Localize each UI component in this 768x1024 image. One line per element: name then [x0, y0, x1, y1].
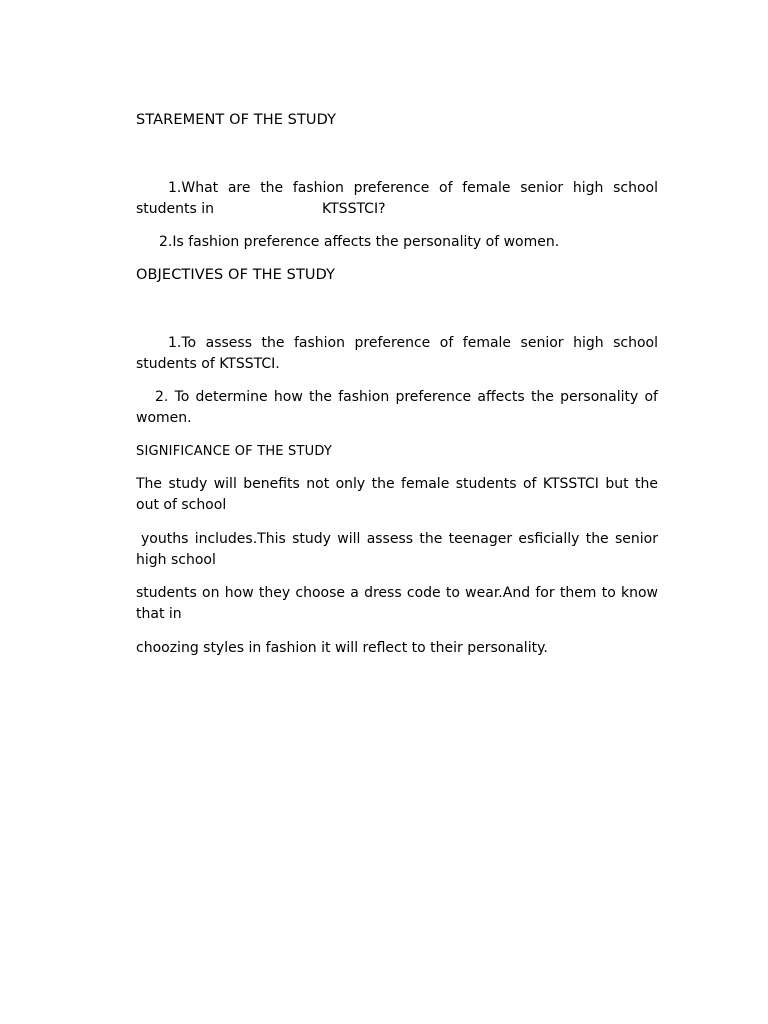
statement-heading: STAREMENT OF THE STUDY: [136, 112, 337, 128]
significance-paragraph-1: The study will benefits not only the female students of KTSSTCI but the out of school: [136, 476, 658, 513]
objective-2: 2. To determine how the fashion preference affects the personality of women.: [136, 389, 658, 426]
significance-paragraph-2: youths includes.This study will assess the teenager esficially the senior high school: [136, 531, 658, 568]
significance-paragraph-3: students on how they choose a dress code to wear.And for them to know that in: [136, 585, 658, 622]
statement-question-2: 2.Is fashion preference affects the personality of women.: [159, 234, 560, 250]
significance-paragraph-4: choozing styles in fashion it will reflect to their personality.: [136, 640, 548, 656]
objective-1: 1.To assess the fashion preference of female senior high school students of KTSSTCI.: [136, 335, 658, 372]
statement-question-1: [136, 178, 658, 220]
significance-heading: SIGNIFICANCE OF THE STUDY: [136, 444, 333, 459]
statement-question-1-text: 1.What are the fashion preference of female senior high school students in: [136, 180, 658, 217]
objectives-heading: OBJECTIVES OF THE STUDY: [136, 267, 336, 283]
statement-question-1-school: KTSSTCI?: [322, 201, 386, 217]
